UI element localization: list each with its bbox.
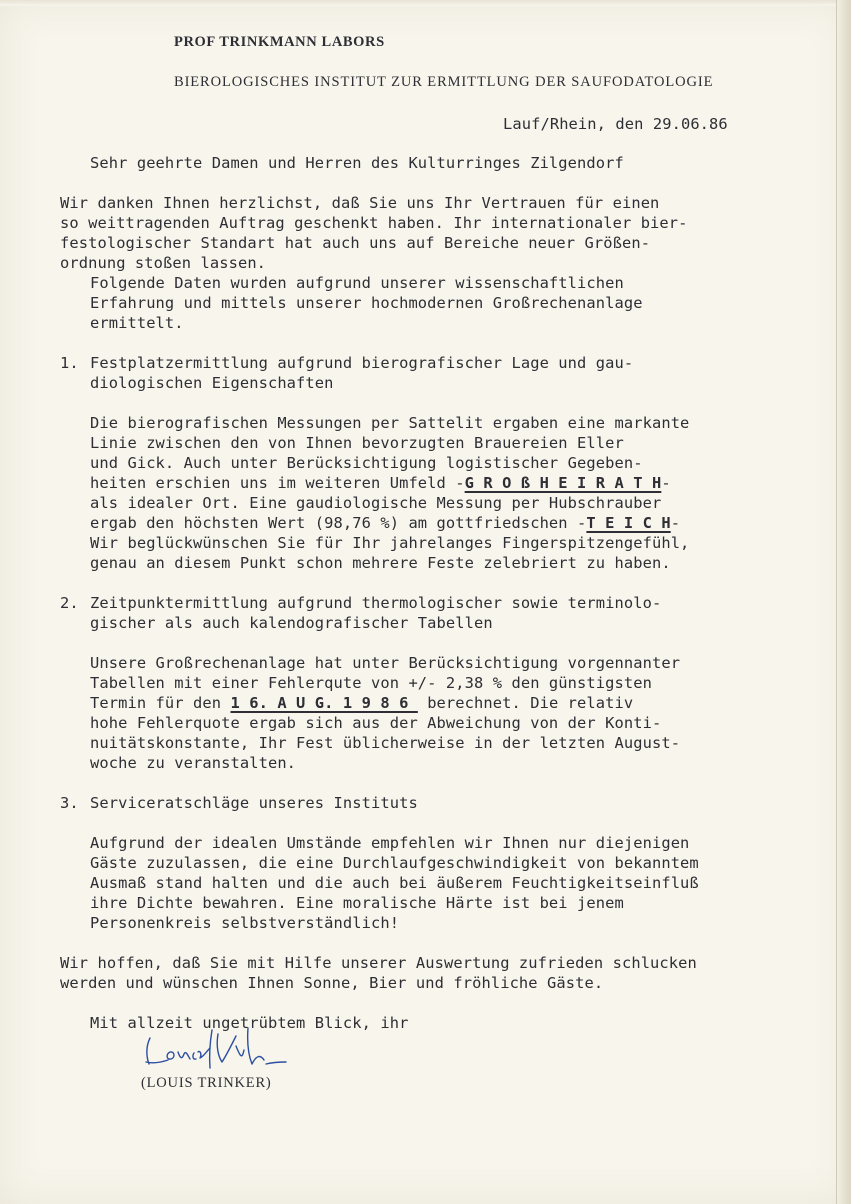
section-body-line [90,693,633,713]
section-body-line: genau an diesem Punkt schon mehrere Feste zelebriert zu haben. [90,554,671,572]
section-body-line: Ausmaß stand halten und die auch bei äußerem Feuchtigkeitseinfluß [90,874,699,892]
text-segment: ergab den höchsten Wert (98,76 %) am gottfriedschen - [90,514,587,532]
signer-name: (LOUIS TRINKER) [141,1075,272,1091]
section-body-line [90,513,680,533]
section-heading: Zeitpunktermittlung aufgrund thermologischer sowie terminolo- [90,594,662,612]
section-body-line: woche zu veranstalten. [90,754,297,772]
text-segment: berechnet. Die relativ [417,694,634,712]
section-number: 1. [60,354,79,372]
intro-line: so weittragenden Auftrag geschenkt haben. Ihr internationaler bier- [60,214,688,232]
text-segment: - [670,514,681,532]
place-date: Lauf/Rhein, den 29.06.86 [503,115,728,133]
intro-line: ermittelt. [90,314,184,332]
section-body-line: Aufgrund der idealen Umstände empfehlen wir Ihnen nur diejenigen [90,834,690,852]
intro-line: Wir danken Ihnen herzlichst, daß Sie uns Ihr Vertrauen für einen [60,194,660,212]
intro-line: Folgende Daten wurden aufgrund unserer wissenschaftlichen [90,274,624,292]
section-number: 3. [60,794,79,812]
section-body-line: nuitätskonstante, Ihr Fest üblicherweise in der letzten August- [90,734,681,752]
section-body-line: hohe Fehlerquote ergab sich aus der Abweichung von der Konti- [90,714,662,732]
handwritten-signature [140,1026,290,1072]
closing-line: Wir hoffen, daß Sie mit Hilfe unserer Auswertung zufrieden schlucken [60,954,697,972]
section-body-line: Personenkreis selbstverständlich! [90,914,400,932]
lab-name: PROF TRINKMANN LABORS [174,34,385,50]
institute-name: BIEROLOGISCHES INSTITUT ZUR ERMITTLUNG DER SAUFODATOLOGIE [174,74,714,90]
salutation: Sehr geehrte Damen und Herren des Kulturringes Zilgendorf [90,154,624,172]
regards: Mit allzeit ungetrübtem Blick, ihr [90,1014,409,1032]
section-body-line: Unsere Großrechenanlage hat unter Berücksichtigung vorgennanter [90,654,681,672]
section-body-line [90,473,671,493]
section-body-line: Gäste zuzulassen, die eine Durchlaufgeschwindigkeit von bekanntem [90,854,699,872]
section-body-line: Tabellen mit einer Fehlerqute von +/- 2,38 % den günstigsten [90,674,652,692]
text-segment: heiten erschien uns im weiteren Umfeld - [90,474,465,492]
section-heading: diologischen Eigenschaften [90,374,334,392]
intro-line: festologischer Standart hat auch uns auf Bereiche neuer Größen- [60,234,651,252]
section-number: 2. [60,594,79,612]
section-body-line: als idealer Ort. Eine gaudiologische Messung per Hubschrauber [90,494,662,512]
highlighted-place: G R O ß H E I R A T H [464,474,662,492]
intro-line: ordnung stoßen lassen. [60,254,267,272]
closing-line: werden und wünschen Ihnen Sonne, Bier und fröhliche Gäste. [60,974,604,992]
section-body-line: Die bierografischen Messungen per Sattelit ergaben eine markante [90,414,690,432]
section-body-line: Wir beglückwünschen Sie für Ihr jahrelanges Fingerspitzengefühl, [90,534,690,552]
section-heading: Serviceratschläge unseres Instituts [90,794,418,812]
text-segment: - [661,474,671,492]
paper-top-edge [0,0,851,6]
intro-line: Erfahrung und mittels unserer hochmodernen Großrechenanlage [90,294,643,312]
highlighted-date: 1 6. A U G. 1 9 8 6 [230,694,418,712]
section-heading: Festplatzermittlung aufgrund bierografischer Lage und gau- [90,354,634,372]
paper-right-edge [836,0,851,1204]
section-body-line: Linie zwischen den von Ihnen bevorzugten Brauereien Eller [90,434,624,452]
highlighted-spot: T E I C H [586,514,671,532]
section-body-line: und Gick. Auch unter Berücksichtigung logistischer Gegeben- [90,454,643,472]
section-heading: gischer als auch kalendografischer Tabellen [90,614,493,632]
text-segment: Termin für den [90,694,231,712]
section-body-line: ihre Dichte bewahren. Eine moralische Härte ist bei jenem [90,894,624,912]
